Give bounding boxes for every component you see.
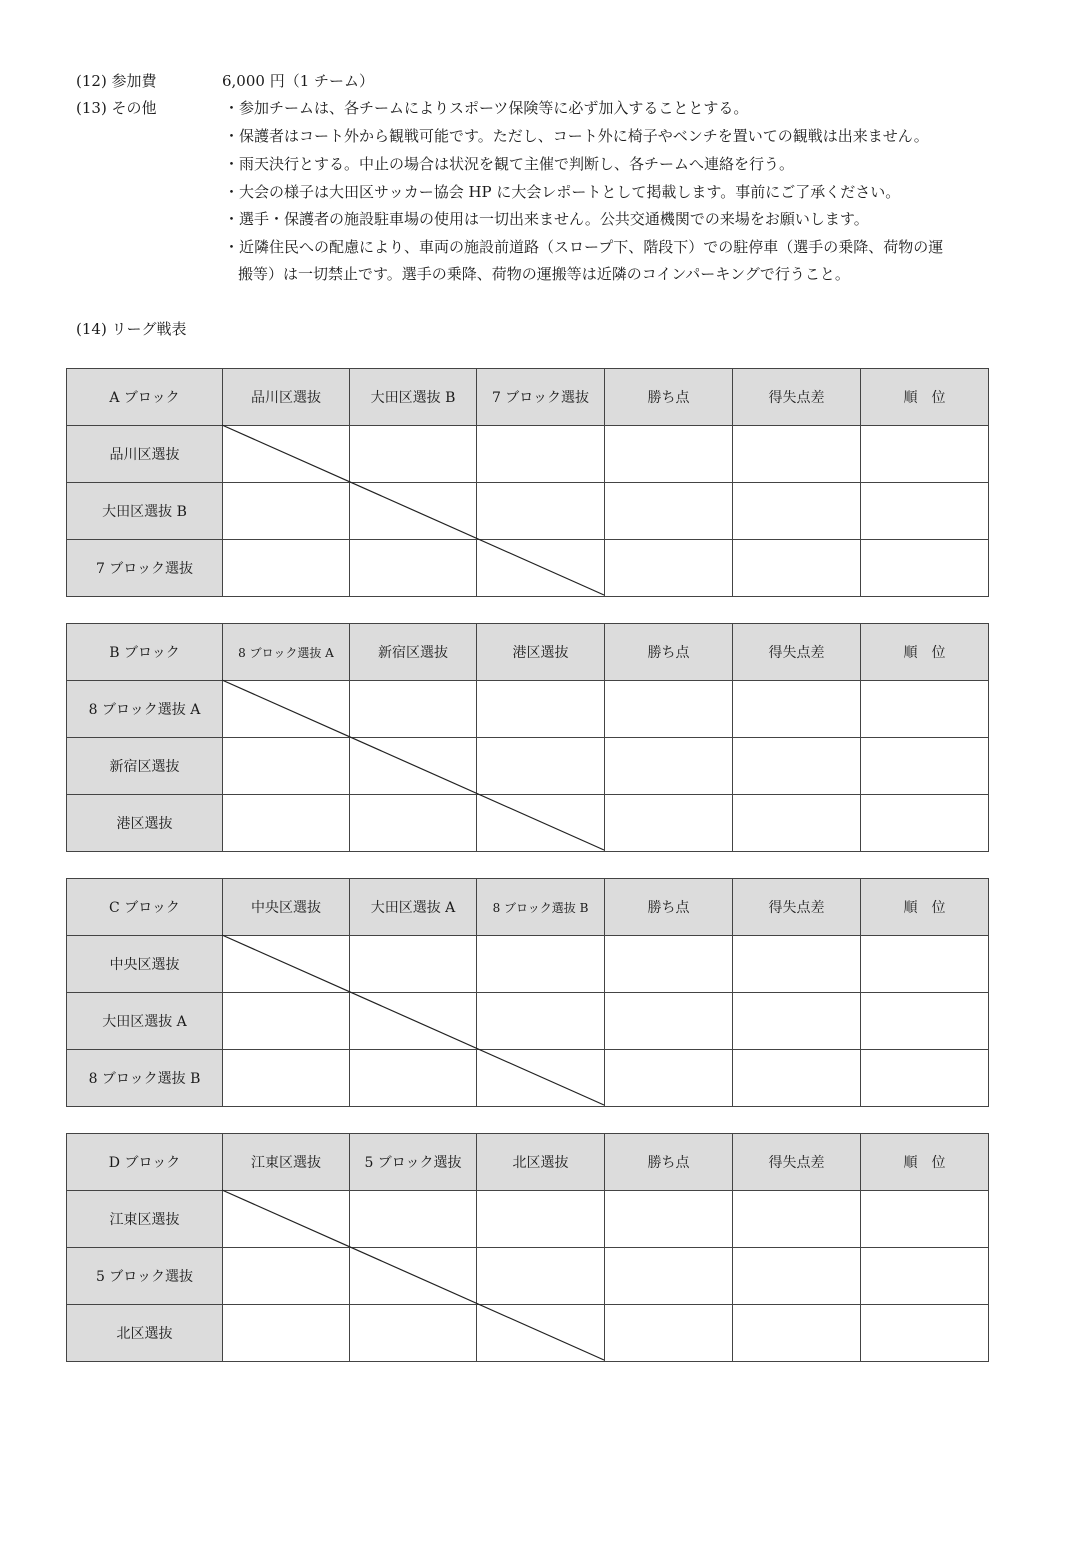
table-row <box>67 1305 989 1362</box>
result-cell <box>350 426 477 483</box>
team-column-header: 大田区選抜 A <box>350 879 477 936</box>
rank-header: 順 位 <box>861 369 989 426</box>
league-table-b <box>66 623 989 852</box>
rank-header: 順 位 <box>861 879 989 936</box>
diagonal-cell <box>350 483 477 540</box>
rank-cell <box>861 681 989 738</box>
other-bullet-4: ・大会の様子は大田区サッカー協会 HP に大会レポートとして掲載します。事前にご了承ください。 <box>224 183 901 201</box>
table-header-row <box>67 1134 989 1191</box>
result-cell <box>350 936 477 993</box>
rank-cell <box>861 738 989 795</box>
result-cell <box>223 483 350 540</box>
rank-cell <box>861 795 989 852</box>
points-cell <box>605 1191 733 1248</box>
goal-difference-cell <box>733 738 861 795</box>
result-cell <box>350 540 477 597</box>
team-column-header: 7 ブロック選抜 <box>477 369 605 426</box>
points-cell <box>605 1050 733 1107</box>
table-row <box>67 483 989 540</box>
table-row <box>67 738 989 795</box>
points-cell <box>605 540 733 597</box>
result-cell <box>477 681 605 738</box>
diagonal-cell <box>350 993 477 1050</box>
diagonal-cell <box>477 1050 605 1107</box>
diagonal-cell <box>223 936 350 993</box>
league-table-c <box>66 878 989 1107</box>
result-cell <box>350 681 477 738</box>
result-cell <box>350 795 477 852</box>
team-column-header: 江東区選抜 <box>223 1134 350 1191</box>
diagonal-cell <box>477 795 605 852</box>
goal-difference-cell <box>733 483 861 540</box>
team-row-header: 8 ブロック選抜 A <box>67 681 223 738</box>
table-row <box>67 426 989 483</box>
diagonal-cell <box>477 1305 605 1362</box>
table-row <box>67 993 989 1050</box>
rank-cell <box>861 483 989 540</box>
league-table-d <box>66 1133 989 1362</box>
team-column-header: 8 ブロック選抜 B <box>477 879 605 936</box>
team-column-header: 港区選抜 <box>477 624 605 681</box>
table-row <box>67 681 989 738</box>
team-column-header: 北区選抜 <box>477 1134 605 1191</box>
team-row-header: 7 ブロック選抜 <box>67 540 223 597</box>
points-cell <box>605 483 733 540</box>
team-row-header: 新宿区選抜 <box>67 738 223 795</box>
goal-difference-cell <box>733 1305 861 1362</box>
team-row-header: 北区選抜 <box>67 1305 223 1362</box>
team-column-header: 大田区選抜 B <box>350 369 477 426</box>
rank-cell <box>861 1305 989 1362</box>
goal-difference-cell <box>733 1248 861 1305</box>
points-header: 勝ち点 <box>605 624 733 681</box>
block-name: D ブロック <box>67 1134 223 1191</box>
other-bullet-3: ・雨天決行とする。中止の場合は状況を観て主催で判断し、各チームへ連絡を行う。 <box>224 155 795 173</box>
goal-difference-cell <box>733 681 861 738</box>
goal-difference-header: 得失点差 <box>733 879 861 936</box>
points-header: 勝ち点 <box>605 369 733 426</box>
result-cell <box>477 1248 605 1305</box>
goal-difference-cell <box>733 993 861 1050</box>
team-row-header: 大田区選抜 A <box>67 993 223 1050</box>
points-cell <box>605 1305 733 1362</box>
fee-value: 6,000 円（1 チーム） <box>222 72 375 90</box>
team-row-header: 大田区選抜 B <box>67 483 223 540</box>
result-cell <box>223 795 350 852</box>
other-bullet-6-cont: 搬等）は一切禁止です。選手の乗降、荷物の運搬等は近隣のコインパーキングで行うこと。 <box>238 265 850 283</box>
goal-difference-cell <box>733 540 861 597</box>
rank-cell <box>861 426 989 483</box>
points-cell <box>605 681 733 738</box>
result-cell <box>477 738 605 795</box>
goal-difference-cell <box>733 1191 861 1248</box>
goal-difference-header: 得失点差 <box>733 369 861 426</box>
table-header-row <box>67 879 989 936</box>
rank-cell <box>861 1050 989 1107</box>
points-cell <box>605 426 733 483</box>
result-cell <box>477 483 605 540</box>
rank-cell <box>861 993 989 1050</box>
team-column-header: 中央区選抜 <box>223 879 350 936</box>
table-row <box>67 1191 989 1248</box>
result-cell <box>223 1305 350 1362</box>
table-row <box>67 1050 989 1107</box>
goal-difference-cell <box>733 426 861 483</box>
team-column-header: 8 ブロック選抜 A <box>223 624 350 681</box>
result-cell <box>223 540 350 597</box>
other-label: (13) その他 <box>76 99 157 117</box>
team-row-header: 港区選抜 <box>67 795 223 852</box>
table-row <box>67 795 989 852</box>
table-header-row <box>67 624 989 681</box>
rank-cell <box>861 1248 989 1305</box>
team-column-header: 5 ブロック選抜 <box>350 1134 477 1191</box>
points-cell <box>605 1248 733 1305</box>
diagonal-cell <box>477 540 605 597</box>
points-header: 勝ち点 <box>605 879 733 936</box>
other-bullet-5: ・選手・保護者の施設駐車場の使用は一切出来ません。公共交通機関での来場をお願いします。 <box>224 210 869 228</box>
league-heading: (14) リーグ戦表 <box>76 320 187 338</box>
result-cell <box>477 1191 605 1248</box>
table-row <box>67 540 989 597</box>
team-row-header: 品川区選抜 <box>67 426 223 483</box>
result-cell <box>477 993 605 1050</box>
goal-difference-cell <box>733 936 861 993</box>
result-cell <box>350 1050 477 1107</box>
points-cell <box>605 936 733 993</box>
diagonal-cell <box>350 1248 477 1305</box>
goal-difference-header: 得失点差 <box>733 1134 861 1191</box>
other-bullet-1: ・参加チームは、各チームによりスポーツ保険等に必ず加入することとする。 <box>224 99 749 117</box>
result-cell <box>223 738 350 795</box>
rank-cell <box>861 540 989 597</box>
result-cell <box>223 1050 350 1107</box>
block-name: A ブロック <box>67 369 223 426</box>
points-cell <box>605 738 733 795</box>
result-cell <box>223 1248 350 1305</box>
points-cell <box>605 993 733 1050</box>
block-name: C ブロック <box>67 879 223 936</box>
result-cell <box>477 936 605 993</box>
team-row-header: 8 ブロック選抜 B <box>67 1050 223 1107</box>
rank-cell <box>861 1191 989 1248</box>
team-column-header: 品川区選抜 <box>223 369 350 426</box>
team-column-header: 新宿区選抜 <box>350 624 477 681</box>
goal-difference-cell <box>733 795 861 852</box>
result-cell <box>350 1305 477 1362</box>
table-header-row <box>67 369 989 426</box>
points-cell <box>605 795 733 852</box>
other-bullet-6: ・近隣住民への配慮により、車両の施設前道路（スロープ下、階段下）での駐停車（選手の乗降、荷物の運 <box>224 238 944 256</box>
goal-difference-cell <box>733 1050 861 1107</box>
goal-difference-header: 得失点差 <box>733 624 861 681</box>
block-name: B ブロック <box>67 624 223 681</box>
team-row-header: 5 ブロック選抜 <box>67 1248 223 1305</box>
fee-label: (12) 参加費 <box>76 72 157 90</box>
diagonal-cell <box>223 426 350 483</box>
diagonal-cell <box>350 738 477 795</box>
team-row-header: 江東区選抜 <box>67 1191 223 1248</box>
rank-header: 順 位 <box>861 1134 989 1191</box>
table-row <box>67 1248 989 1305</box>
table-row <box>67 936 989 993</box>
rank-header: 順 位 <box>861 624 989 681</box>
result-cell <box>350 1191 477 1248</box>
league-table-a <box>66 368 989 597</box>
result-cell <box>223 993 350 1050</box>
result-cell <box>477 426 605 483</box>
points-header: 勝ち点 <box>605 1134 733 1191</box>
diagonal-cell <box>223 1191 350 1248</box>
other-bullet-2: ・保護者はコート外から観戦可能です。ただし、コート外に椅子やベンチを置いての観戦は出来ません。 <box>224 127 929 145</box>
diagonal-cell <box>223 681 350 738</box>
team-row-header: 中央区選抜 <box>67 936 223 993</box>
rank-cell <box>861 936 989 993</box>
